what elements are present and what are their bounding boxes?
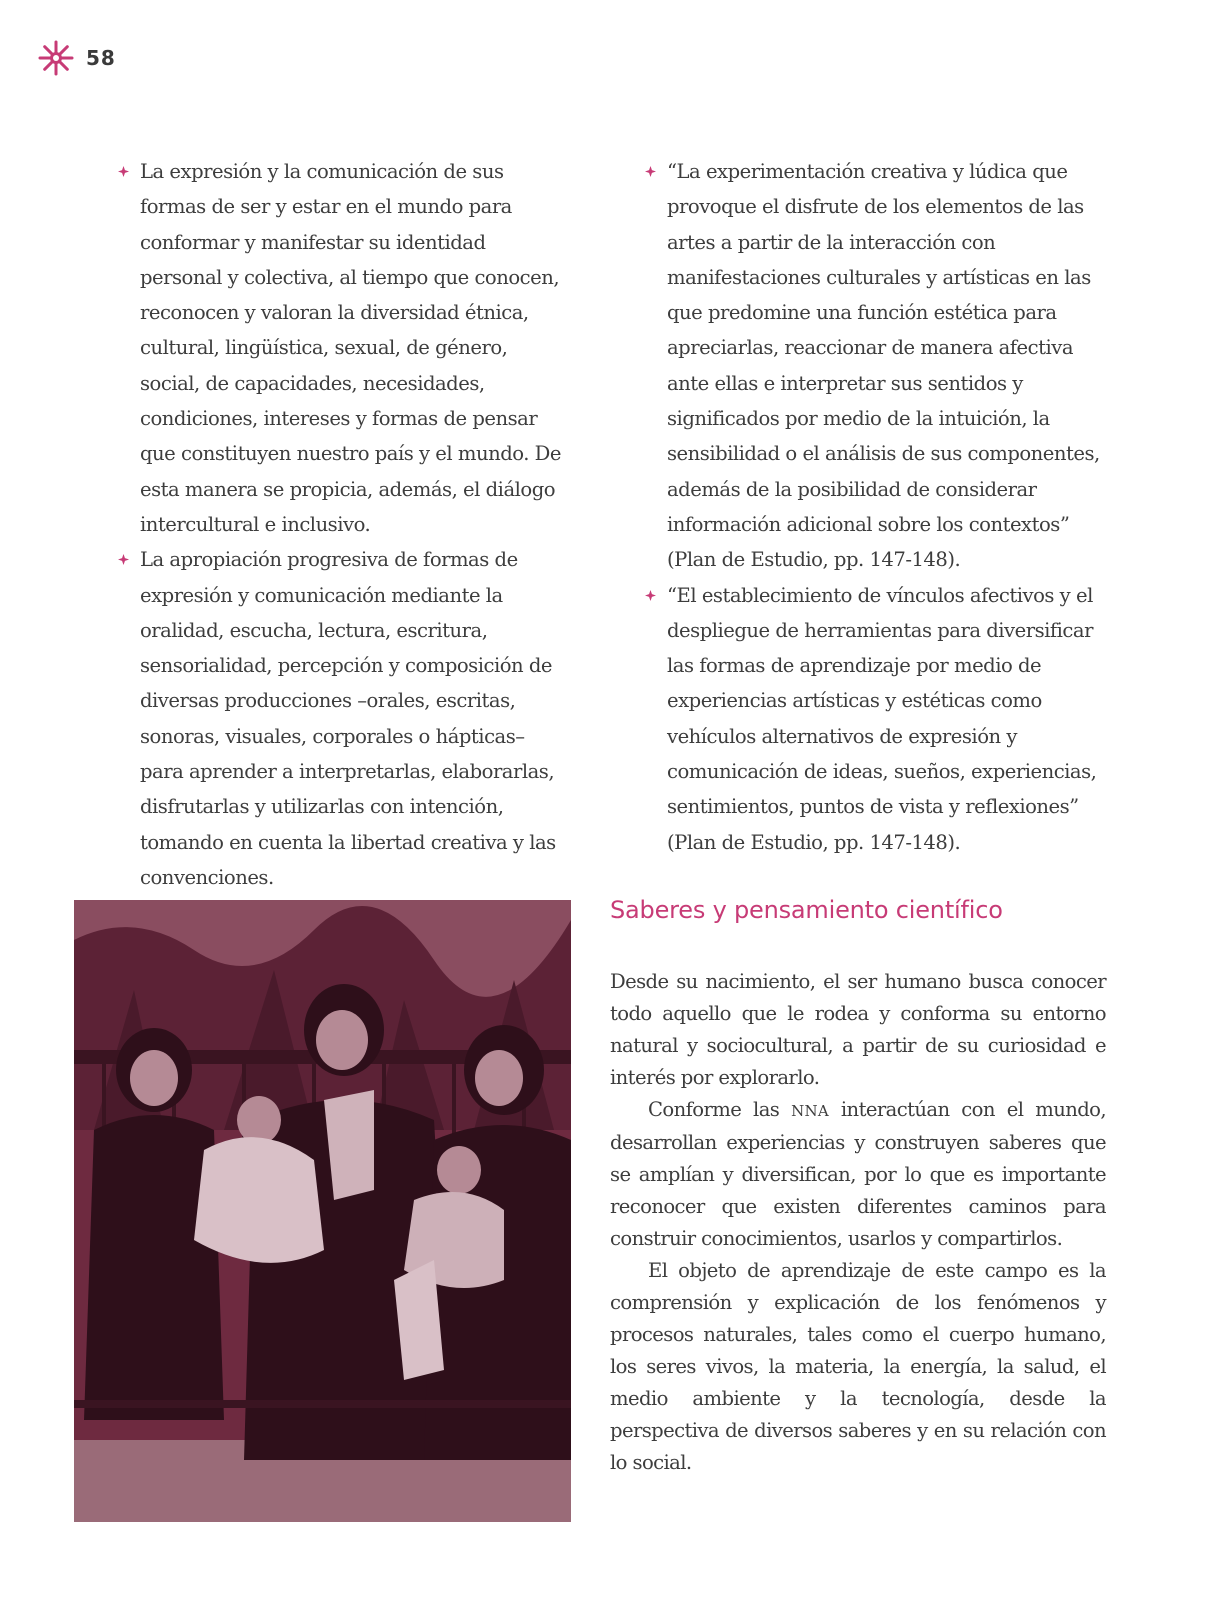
list-item-text: “El establecimiento de vínculos afectivos y el despliegue de herramientas para diversificar las formas de aprendizaje por medio de experiencias artísticas y estéticas como vehículos alternativos de expresión y comunicación de ideas, sueños, experiencias, sentimientos, puntos de vista y reflexiones” (Plan de Estudio, pp. 147-148). — [667, 583, 1097, 854]
paragraph: El objeto de aprendizaje de este campo es la comprensión y explicación de los fenómenos y procesos naturales, tales como el cuerpo humano, los seres vivos, la materia, la energía, la salud, el medio ambiente y la tecnología, desde la perspectiva de diversos saberes y en su relación con lo social. — [610, 1259, 1106, 1474]
section-body — [610, 966, 1106, 1479]
list-item — [118, 154, 568, 542]
asterisk-flower-icon — [38, 40, 74, 76]
list-item-text: La apropiación progresiva de formas de expresión y comunicación mediante la oralidad, escucha, lectura, escritura, sensorialidad, percepción y composición de diversas producciones –orales, escritas, sonoras, visuales, corporales o hápticas– para aprender a interpretarlas, elaborarlas, disfrutarlas y utilizarlas con intención, tomando en cuenta la libertad creativa y las convenciones. — [140, 548, 556, 889]
list-item — [645, 154, 1105, 578]
page-header — [38, 40, 116, 76]
page-number: 58 — [86, 46, 116, 70]
diamond-cross-icon — [645, 590, 656, 601]
list-item-text: “La experimentación creativa y lúdica que provoque el disfrute de los elementos de las artes a partir de la interacción con manifestaciones culturales y artísticas en las que predomine una función estética para apreciarlas, reaccionar de manera afectiva ante ellas e interpretar sus sentidos y significados por medio de la intuición, la sensibilidad o el análisis de sus componentes, además de la posibilidad de considerar información adicional sobre los contextos” (Plan de Estudio, pp. 147-148). — [667, 160, 1100, 572]
paragraph-text: interactúan con el mundo, desarrollan experiencias y construyen saberes que se amplían y diversifican, por lo que es importante reconocer que existen diferentes caminos para construir conocimientos, usarlos y compartirlos. — [610, 1098, 1106, 1250]
section-title: Saberes y pensamiento científico — [610, 896, 1003, 924]
list-item-text: La expresión y la comunicación de sus formas de ser y estar en el mundo para conformar y manifestar su identidad personal y colectiva, al tiempo que conocen, reconocen y valoran la diversidad étnica, cultural, lingüística, sexual, de género, social, de capacidades, necesidades, condiciones, intereses y formas de pensar que constituyen nuestro país y el mundo. De esta manera se propicia, además, el diálogo intercultural e inclusivo. — [140, 160, 561, 536]
list-item — [645, 578, 1105, 860]
paragraph-text: Conforme las — [648, 1098, 792, 1121]
paragraph: Desde su nacimiento, el ser humano busca conocer todo aquello que le rodea y conforma su entorno natural y sociocultural, a partir de su curiosidad e interés por explorarlo. — [610, 970, 1106, 1089]
diamond-cross-icon — [118, 554, 129, 565]
paragraph — [610, 1094, 1106, 1255]
photo-women-with-children — [74, 900, 571, 1522]
left-bullet-list — [118, 154, 568, 895]
list-item — [118, 542, 568, 895]
abbreviation: NNA — [791, 1102, 830, 1120]
diamond-cross-icon — [118, 166, 129, 177]
diamond-cross-icon — [645, 166, 656, 177]
right-bullet-list — [645, 154, 1105, 860]
